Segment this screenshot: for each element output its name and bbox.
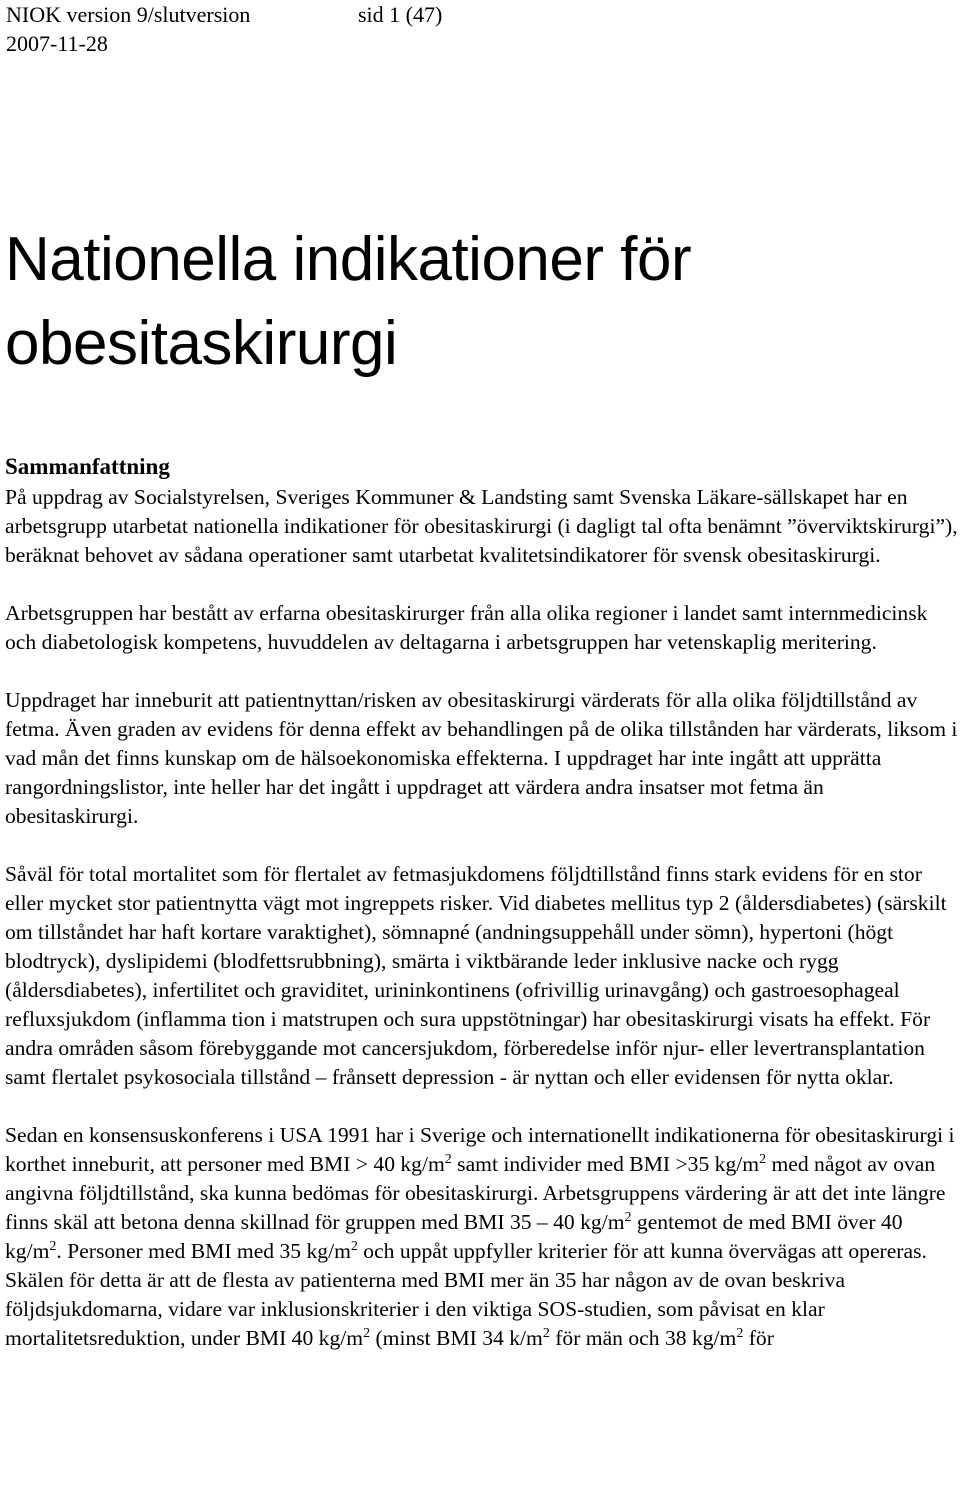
page-header xyxy=(6,0,442,58)
p5-text-5: . Personer med BMI med 35 kg/m xyxy=(56,1239,351,1263)
page-title xyxy=(5,218,691,386)
summary-section xyxy=(5,451,960,1353)
title-line-2: obesitaskirurgi xyxy=(5,309,398,378)
header-row xyxy=(6,0,442,29)
p5-text-9: för xyxy=(743,1326,774,1350)
superscript: 2 xyxy=(624,1209,632,1225)
superscript: 2 xyxy=(542,1325,550,1341)
superscript: 2 xyxy=(350,1238,358,1254)
superscript: 2 xyxy=(444,1151,452,1167)
p5-text-7: (minst BMI 34 k/m xyxy=(370,1326,543,1350)
p5-text-1: Sedan en konsensuskonferens i USA 1991 har i Sverige och internationellt indikationerna för obesitaskirurgi i korthet inneburit, att personer med BMI > 40 kg/m xyxy=(5,1123,955,1176)
superscript: 2 xyxy=(759,1151,767,1167)
paragraph-2: Arbetsgruppen har bestått av erfarna obesitaskirurger från alla olika regioner i landet samt internmedicinsk och diabetologisk kompetens, huvuddelen av deltagarna i arbetsgruppen har vetenskaplig meritering. xyxy=(5,601,928,654)
document-version: NIOK version 9/slutversion xyxy=(6,2,251,27)
paragraph-1: På uppdrag av Socialstyrelsen, Sveriges Kommuner & Landsting samt Svenska Läkare-sällskapet har en arbetsgrupp utarbetat nationella indikationer för obesitaskirurgi (i dagligt tal ofta benämnt ”överviktskirurgi”), beräknat behovet av sådana operationer samt utarbetat kvalitetsindikatorer för svensk obesitaskirurgi. xyxy=(5,485,958,567)
paragraph-4: Såväl för total mortalitet som för flertalet av fetmasjukdomens följdtillstånd finns stark evidens för en stor eller mycket stor patientnytta vägt mot ingreppets risker. Vid diabetes mellitus typ 2 (åldersdiabetes) (särskilt om tillståndet har haft kortare varaktighet), sömnapné (andningsuppehåll under sömn), hypertoni (högt blodtryck), dyslipidemi (blodfettsrubbning), smärta i viktbärande leder inklusive nacke och rygg (åldersdiabetes), infertilitet och graviditet, urininkontinens (ofrivillig urinavgång) och gastroesophageal refluxsjukdom (inflamma tion i matstrupen och sura uppstötningar) har obesitaskirurgi visats ha effekt. För andra områden såsom förebyggande mot cancersjukdom, förberedelse inför njur- eller levertransplantation samt flertalet psykosociala tillstånd – frånsett depression - är nyttan och eller evidensen för nytta oklar. xyxy=(5,862,947,1089)
title-line-1: Nationella indikationer för xyxy=(5,225,692,294)
p5-text-2: samt individer med BMI >35 kg/m xyxy=(451,1152,760,1176)
p5-text-6: och uppåt uppfyller kriterier för att kunna övervägas att opereras. Skälen för detta är att de flesta av patienterna med BMI mer än 35 har någon av de ovan beskriva följdsjukdomarna, vidare var inklusionskriterier i den viktiga SOS-studien, som påvisat en klar mortalitetsreduktion, under BMI 40 kg/m xyxy=(5,1239,927,1350)
paragraph-3: Uppdraget har inneburit att patientnyttan/risken av obesitaskirurgi värderats för alla olika följdtillstånd av fetma. Även graden av evidens för denna effekt av behandlingen på de olika tillstånden har värderats, liksom i vad mån det finns kunskap om de hälsoekonomiska effekterna. I uppdraget har inte ingått att upprätta rangordningslistor, inte heller har det ingått i uppdraget att värdera andra insatser mot fetma än obesitaskirurgi. xyxy=(5,688,958,828)
superscript: 2 xyxy=(736,1325,744,1341)
paragraph-5 xyxy=(5,1121,960,1353)
section-heading: Sammanfattning xyxy=(5,454,170,479)
p5-text-8: för män och 38 kg/m xyxy=(549,1326,737,1350)
superscript: 2 xyxy=(49,1238,57,1254)
p5-text-3: med något av ovan angivna följdtillstånd, ska kunna bedömas för obesitaskirurgi. Arbetsgruppens värdering är att det inte längre finns skäl att betona denna skillnad för gruppen med BMI 35 – 40 kg/m xyxy=(5,1152,946,1234)
p5-text-4: gentemot de med BMI över 40 kg/m xyxy=(5,1210,903,1263)
superscript: 2 xyxy=(363,1325,371,1341)
page-indicator: sid 1 (47) xyxy=(358,2,443,27)
document-date: 2007-11-28 xyxy=(6,31,108,56)
